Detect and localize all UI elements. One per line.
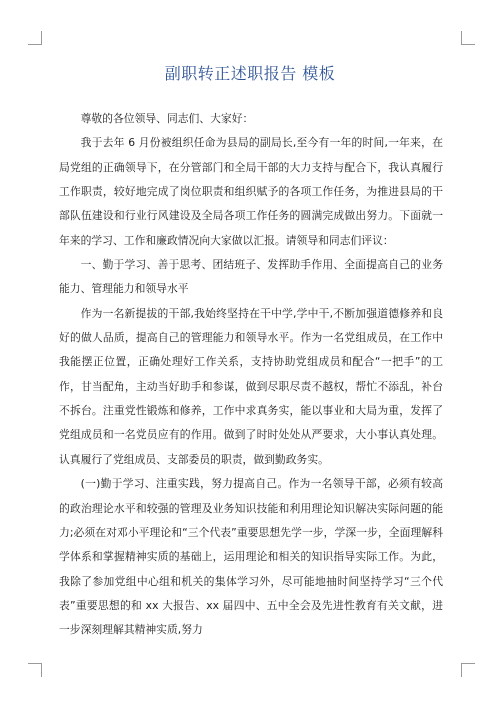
greeting-paragraph: 尊敬的各位领导、同志们、大家好： <box>80 112 254 125</box>
document-body <box>59 107 443 643</box>
intro-paragraph: 我于去年 6 月份被组织任命为县局的副局长,至今有一年的时间,一年来，在局党组的正确领导下，在分管部门和全局干部的大力支持与配合下，我认真履行工作职责，较好地完成了岗位职责和组织赋予的各项工作任务，为推进县局的干部队伍建设和行业行风建设及全局各项工作任务的圆满完成做出努力。下面就一年来的学习、工作和廉政情况向大家做以汇报。请领导和同志们评议： <box>59 136 443 247</box>
crop-mark-top-right <box>461 31 475 45</box>
crop-mark-bottom-right <box>461 663 475 677</box>
section-1-paragraph: 作为一名新提拔的干部,我始终坚持在干中学,学中干,不断加强道德修养和良好的做人品质，提高自己的管理能力和领导水平。作为一名党组成员，在工作中我能摆正位置，正确处理好工作关系，支持协助党组成员和配合“一把手”的工作，甘当配角，主动当好助手和参谋，做到尽职尽责不越权，帮忙不添乱，补台不拆台。注重党性锻炼和修养，工作中求真务实，能以事业和大局为重，发挥了党组成员和一名党员应有的作用。做到了时时处处从严要求，大小事认真处理。认真履行了党组成员、支部委员的职责，做到勤政务实。 <box>59 306 443 466</box>
crop-mark-bottom-left <box>28 663 42 677</box>
crop-mark-top-left <box>28 31 42 45</box>
subsection-1-paragraph: (一)勤于学习、注重实践，努力提高自己。作为一名领导干部，必须有较高的政治理论水平和较强的管理及业务知识技能和利用理论知识解决实际问题的能力;必须在对邓小平理论和“三个代表”重要思想先学一步，学深一步，全面理解科学体系和掌握精神实质的基础上，运用理论和相关的知识指导实际工作。为此，我除了参加党组中心组和机关的集体学习外，尽可能地抽时间坚持学习“三个代表”重要思想的和 xx 大报告、xx 届四中、五中全会及先进性教育有关文献，进一步深刻理解其精神实质,努力 <box>59 477 443 637</box>
document-title: 副职转正述职报告 模板 <box>164 64 336 83</box>
section-heading-1: 一、勤于学习、善于思考、团结班子、发挥助手作用、全面提高自己的业务能力、管理能力和领导水平 <box>59 258 443 296</box>
